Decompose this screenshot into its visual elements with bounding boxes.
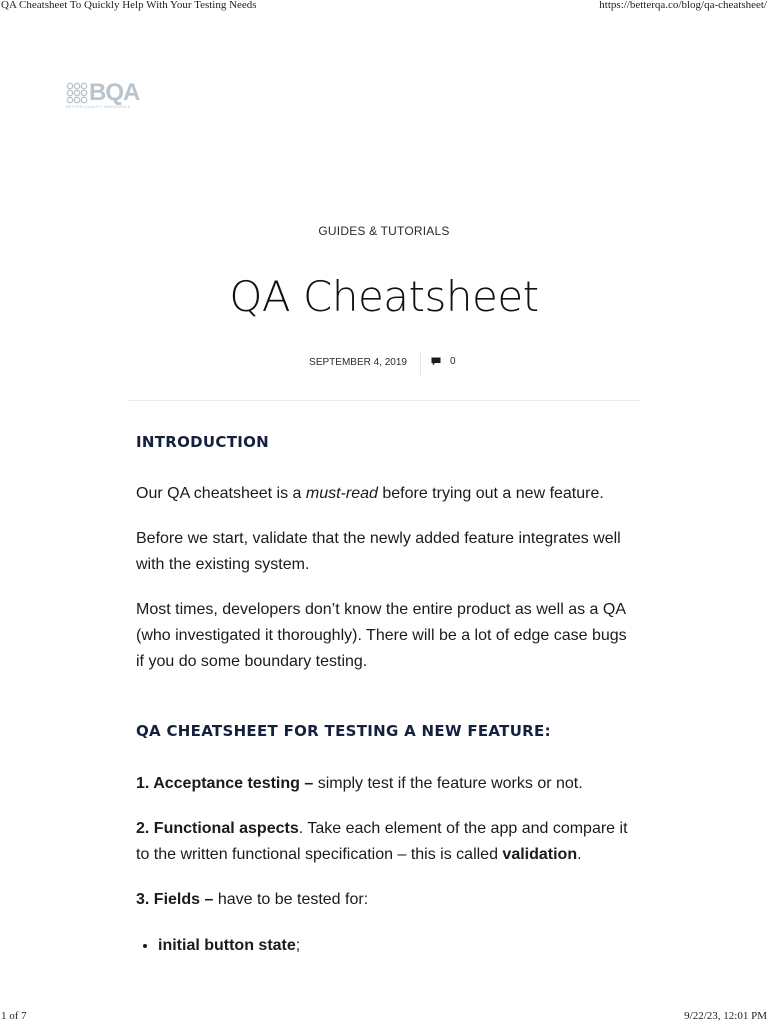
item1-label: 1. Acceptance testing – [136, 775, 314, 792]
item-fields [136, 887, 636, 913]
logo-wordmark: BQA [89, 79, 140, 106]
category-link[interactable]: GUIDES & TUTORIALS [318, 224, 450, 238]
list-item [158, 933, 636, 959]
item2-end: . [577, 846, 582, 863]
paragraph-validate: Before we start, validate that the newly added feature integrates well with the existing system. [136, 530, 621, 573]
item1-text: simply test if the feature works or not. [313, 775, 583, 792]
item2-text: . Take each element of the app and compare it to the written functional specification – this is called [136, 820, 628, 863]
fields-list [136, 933, 636, 959]
article-meta [0, 352, 768, 376]
article-category [0, 224, 768, 238]
intro-heading: INTRODUCTION [136, 433, 270, 451]
logo-tagline: BETTER QUALITY ASSURANCE [66, 104, 131, 109]
print-datetime: 9/22/23, 12:01 PM [684, 1010, 767, 1022]
bqa-logo-icon [66, 82, 88, 104]
article-body [136, 430, 636, 959]
item-acceptance [136, 771, 636, 797]
paragraph-developers: Most times, developers don’t know the entire product as well as a QA (who investigated it thoroughly). There will be a lot of edge case bugs if you do some boundary testing. [136, 601, 627, 670]
site-logo[interactable] [66, 79, 140, 111]
item2-validation: validation [502, 846, 578, 863]
meta-divider [420, 352, 421, 376]
p1-emphasis: must-read [305, 485, 378, 502]
title-divider [127, 400, 641, 401]
print-url: https://betterqa.co/blog/qa-cheatsheet/ [599, 0, 767, 11]
item3-text: have to be tested for: [213, 891, 369, 908]
print-page-count: 1 of 7 [1, 1010, 27, 1022]
page-title: QA Cheatsheet [229, 272, 539, 321]
item2-label: 2. Functional aspects [136, 820, 299, 837]
publish-date: SEPTEMBER 4, 2019 [309, 357, 407, 368]
print-footer [0, 1010, 768, 1024]
item3-label: 3. Fields – [136, 891, 214, 908]
paragraph-intro [136, 481, 636, 507]
p1-text-a: Our QA cheatsheet is a [136, 485, 306, 502]
comments-link[interactable] [431, 356, 456, 367]
p1-text-b: before trying out a new feature. [377, 485, 604, 502]
bullet1-text: ; [295, 937, 301, 954]
item-functional [136, 816, 636, 868]
print-page-title: QA Cheatsheet To Quickly Help With Your Testing Needs [1, 0, 257, 11]
print-header [0, 0, 768, 14]
section-heading: QA CHEATSHEET FOR TESTING A NEW FEATURE: [136, 722, 551, 740]
comment-count: 0 [450, 356, 456, 367]
comment-bubble-icon [431, 357, 441, 366]
bullet1-label: initial button state [158, 937, 296, 954]
